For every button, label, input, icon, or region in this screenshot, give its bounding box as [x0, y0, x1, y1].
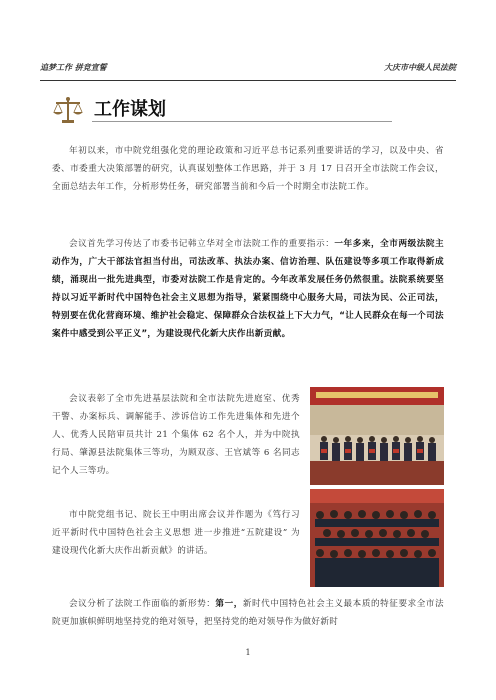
- meeting-photo: [310, 387, 444, 587]
- header-organization: 大庆市中级人民法院: [384, 62, 456, 72]
- paragraph-secretary-instructions: [52, 235, 444, 343]
- page-number: 1: [245, 648, 251, 657]
- situation-first-label: 第一，: [215, 599, 243, 609]
- paragraph-work-plan-intro: 年初以来，市中院党组强化党的理论政策和习近平总书记系列重要讲话的学习，以及中央、省委、市委重大决策部署的研究，认真谋划整体工作思路，并于 3 月 17 日召开全市法院工作会议，全面总结去年工作，分析形势任务，研究部署当前和今后一个时期全市法院工作。: [52, 146, 444, 192]
- page-header: [40, 62, 456, 76]
- paragraph-president-speech: 市中院党组书记、院长王中明出席会议并作题为《笃行习近平新时代中国特色社会主义思想 进一步推进“五院建设” 为建设现代化新大庆作出新贡献》的讲话。: [52, 510, 300, 556]
- title-underline: [92, 121, 392, 122]
- paragraph-commendations: 会议表彰了全市先进基层法院和全市法院先进庭室、优秀干警、办案标兵、调解能手、涉诉信访工作先进集体和先进个人、优秀人民陪审员共计 21 个集体 62 名个人，并为中院执行局、肇源县法院集体三等功，为顾双彦、王官斌等 6 名同志记个人三等功。: [52, 394, 300, 476]
- paragraph-new-situation: [52, 595, 444, 631]
- section-title: 工作谋划: [94, 99, 166, 120]
- instructions-intro: 会议首先学习传达了市委书记韩立华对全市法院工作的重要指示：: [69, 239, 335, 249]
- scales-of-justice-icon: [52, 95, 84, 125]
- section-heading: [52, 95, 452, 125]
- header-divider: [40, 80, 456, 81]
- header-slogan: 追梦工作 拼竞宣誓: [40, 62, 107, 72]
- situation-intro: 会议分析了法院工作面临的新形势：: [69, 599, 216, 609]
- instructions-quote: 一年多来，全市两级法院主动作为，广大干部法官担当付出，司法改革、执法办案、信访治理、队伍建设等多项工作取得新成绩，涌现出一批先进典型，市委对法院工作是肯定的。今年改革发展任务仍然很重。法院系统要坚持以习近平新时代中国特色社会主义思想为指导，紧紧围绕中心服务大局，司法为民、公正司法，特别要在优化营商环境、维护社会稳定、保障群众合法权益上下大力气，“让人民群众在每一个司法案件中感受到公平正义”，为建设现代化新大庆作出新贡献。: [52, 239, 444, 339]
- situation-first-text: 新时代中国特色社会主义最本质的特征要求全市法院更加旗帜鲜明地坚持党的绝对领导，把坚持党的绝对领导作为做好新时: [52, 599, 444, 627]
